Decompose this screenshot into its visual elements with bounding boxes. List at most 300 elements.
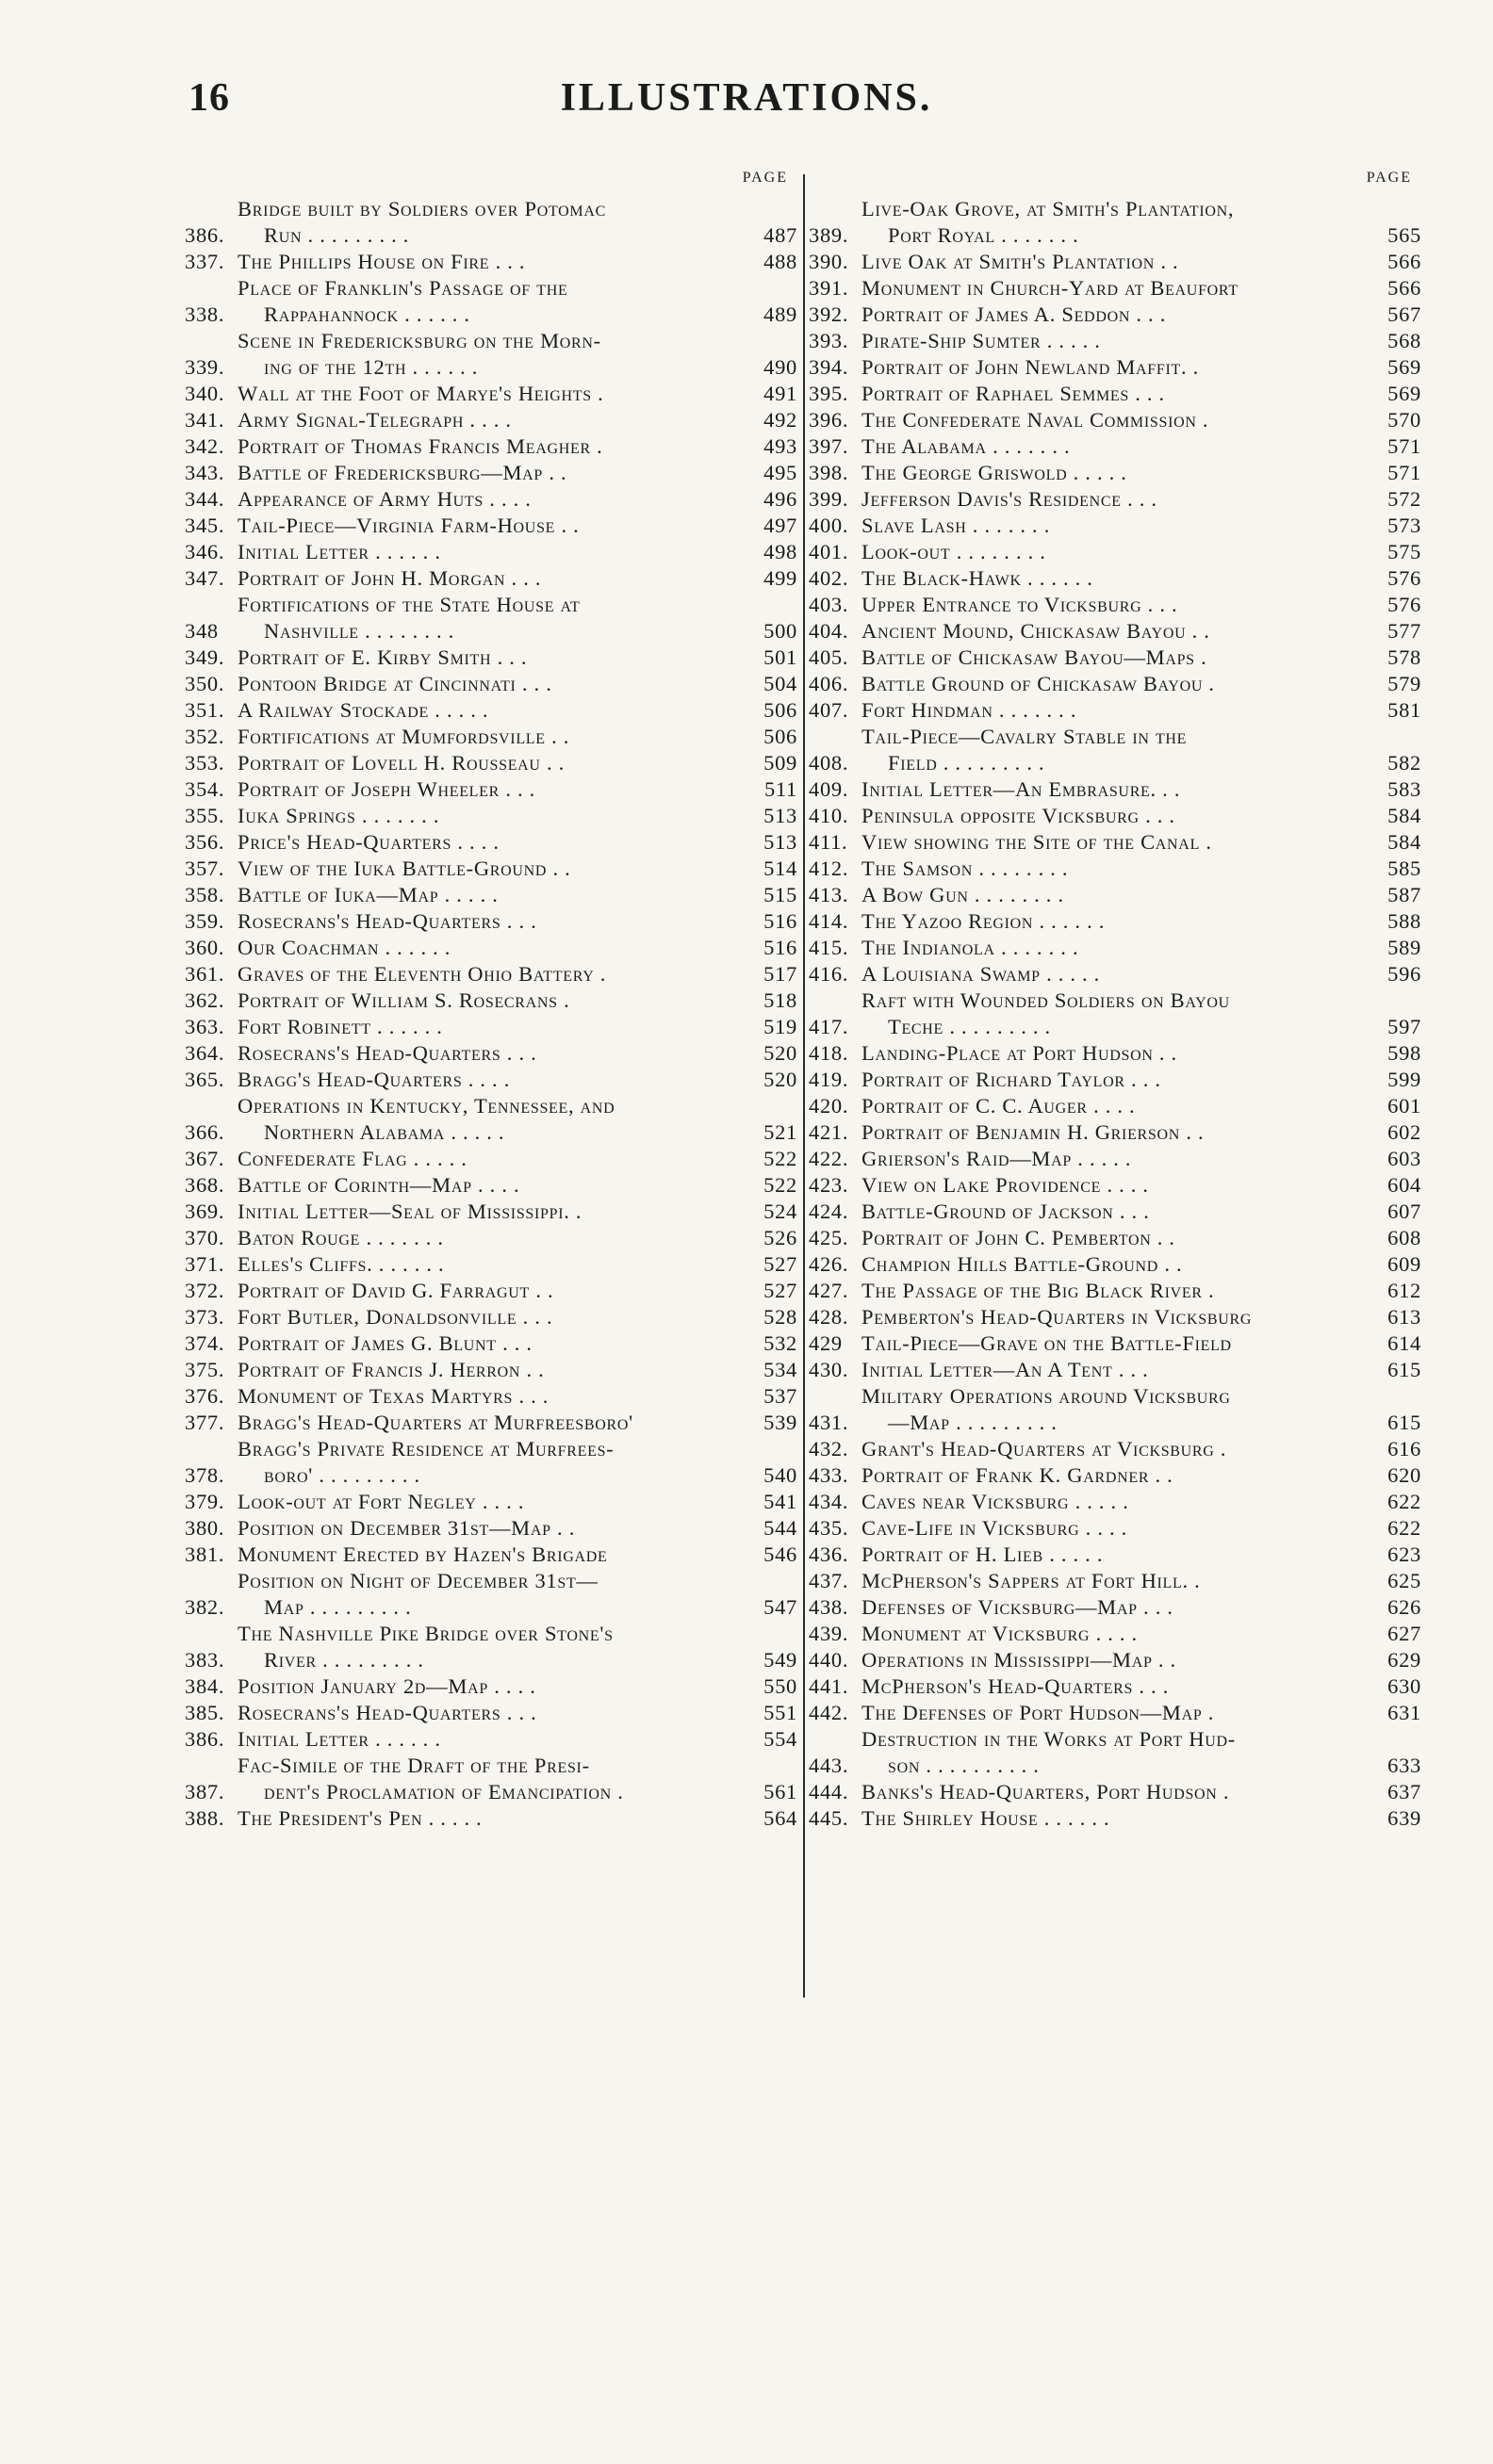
list-item — [185, 1568, 797, 1621]
entry-number: 365. — [185, 1068, 225, 1091]
entry-number: 383. — [185, 1648, 225, 1672]
entry-number: 363. — [185, 1015, 225, 1038]
entry-title-continuation: dent's Proclamation of Emancipation . — [264, 1780, 624, 1803]
entry-page-number: 596 — [1387, 962, 1421, 986]
list-item — [809, 1621, 1421, 1647]
entry-page-number: 528 — [763, 1305, 797, 1329]
entry-page-number: 513 — [763, 804, 797, 827]
entry-page-number: 587 — [1387, 883, 1421, 906]
entry-title-block — [861, 1726, 1365, 1779]
entry-title-block — [861, 328, 1365, 354]
entry-title: Operations in Kentucky, Tennessee, and — [238, 1094, 615, 1118]
entry-title: Fac-Simile of the Draft of the Presi- — [238, 1754, 590, 1777]
entry-title: Cave-Life in Vicksburg . . . . — [861, 1516, 1127, 1540]
entry-title: Battle Ground of Chickasaw Bayou . — [861, 672, 1215, 695]
entry-page-number: 566 — [1387, 250, 1421, 273]
entry-title: Position January 2d—Map . . . . — [238, 1674, 536, 1698]
entry-number: 403. — [809, 593, 849, 616]
list-item — [185, 645, 797, 671]
entry-title: Portrait of Frank K. Gardner . . — [861, 1463, 1173, 1487]
entry-title: Rosecrans's Head-Quarters . . . — [238, 909, 537, 933]
list-item — [809, 1647, 1421, 1673]
entry-title-block — [861, 1568, 1365, 1594]
entry-number: 386. — [185, 223, 225, 247]
entry-page-number: 487 — [763, 223, 797, 247]
list-item — [185, 1067, 797, 1093]
entry-title-block — [238, 433, 741, 460]
list-item — [809, 433, 1421, 460]
entry-page-number: 551 — [763, 1701, 797, 1724]
list-item — [185, 882, 797, 908]
entry-number: 370. — [185, 1226, 225, 1249]
entry-title-block — [861, 1093, 1365, 1119]
entry-title-block — [861, 1805, 1365, 1832]
entry-page-number: 522 — [763, 1147, 797, 1170]
entry-page-number: 620 — [1387, 1463, 1421, 1487]
entry-title: Fort Robinett . . . . . . — [238, 1015, 443, 1038]
list-item — [185, 539, 797, 565]
entry-number: 435. — [809, 1516, 849, 1540]
entry-title: Battle of Fredericksburg—Map . . — [238, 461, 567, 484]
entry-title: Ancient Mound, Chickasaw Bayou . . — [861, 619, 1210, 643]
entry-number: 341. — [185, 408, 225, 432]
entry-title: Initial Letter—An A Tent . . . — [861, 1358, 1149, 1381]
entry-page-number: 489 — [763, 302, 797, 326]
entry-title-continuation: —Map . . . . . . . . . — [888, 1411, 1058, 1434]
entry-page-number: 613 — [1387, 1305, 1421, 1329]
entry-title-block — [238, 961, 741, 987]
entry-title-block — [861, 592, 1365, 618]
entry-title: Monument in Church-Yard at Beaufort — [861, 276, 1239, 300]
entry-title: Monument at Vicksburg . . . . — [861, 1622, 1138, 1645]
entry-title: Our Coachman . . . . . . — [238, 936, 451, 959]
list-item — [809, 935, 1421, 961]
entry-page-number: 569 — [1387, 382, 1421, 405]
entry-number: 348 — [185, 619, 219, 643]
entry-title-block — [238, 1542, 741, 1568]
list-item — [185, 935, 797, 961]
entry-title-block — [238, 856, 741, 882]
entry-title-block — [238, 803, 741, 829]
list-item — [185, 856, 797, 882]
list-item — [185, 776, 797, 803]
entry-page-number: 599 — [1387, 1068, 1421, 1091]
entry-title-block — [238, 1673, 741, 1700]
entry-page-number: 579 — [1387, 672, 1421, 695]
entry-page-number: 540 — [763, 1463, 797, 1487]
entry-title-continuation: Map . . . . . . . . . — [264, 1595, 412, 1619]
entry-title: Operations in Mississippi—Map . . — [861, 1648, 1176, 1672]
entry-title-block — [861, 908, 1365, 935]
list-item — [809, 671, 1421, 697]
entry-title: A Bow Gun . . . . . . . . — [861, 883, 1064, 906]
entry-title: Bragg's Private Residence at Murfrees- — [238, 1437, 615, 1460]
entry-title-block — [861, 697, 1365, 724]
list-item — [809, 1805, 1421, 1832]
entry-page-number: 567 — [1387, 302, 1421, 326]
entry-title: Price's Head-Quarters . . . . — [238, 830, 500, 854]
entry-number: 378. — [185, 1463, 225, 1487]
entry-title-continuation: Northern Alabama . . . . . — [264, 1120, 505, 1144]
list-item — [809, 1436, 1421, 1462]
entry-number: 387. — [185, 1780, 225, 1803]
entry-title-block — [861, 961, 1365, 987]
entry-page-number: 568 — [1387, 329, 1421, 352]
entry-title-block — [861, 1489, 1365, 1515]
entry-number: 353. — [185, 751, 225, 775]
entry-title-block — [861, 645, 1365, 671]
entry-number: 379. — [185, 1490, 225, 1513]
list-item — [809, 803, 1421, 829]
entry-number: 433. — [809, 1463, 849, 1487]
entry-title: Position on December 31st—Map . . — [238, 1516, 576, 1540]
list-item — [185, 196, 797, 249]
entry-title-block — [238, 381, 741, 407]
entry-title-block — [238, 1172, 741, 1199]
entry-title-block — [238, 1700, 741, 1726]
entry-title-block — [238, 776, 741, 803]
entry-title: Portrait of E. Kirby Smith . . . — [238, 645, 528, 669]
entry-page-number: 585 — [1387, 857, 1421, 880]
entry-number: 412. — [809, 857, 849, 880]
entry-page-number: 515 — [763, 883, 797, 906]
entry-title: Bridge built by Soldiers over Potomac — [238, 197, 606, 220]
entry-page-number: 491 — [763, 382, 797, 405]
entry-title-block — [861, 381, 1365, 407]
entry-title: Portrait of H. Lieb . . . . . — [861, 1542, 1104, 1566]
list-item — [809, 961, 1421, 987]
entry-title-block — [861, 724, 1365, 776]
entry-page-number: 615 — [1387, 1358, 1421, 1381]
list-item — [809, 697, 1421, 724]
list-item — [185, 1726, 797, 1753]
entry-number: 411. — [809, 830, 848, 854]
entry-title: Defenses of Vicksburg—Map . . . — [861, 1595, 1173, 1619]
entry-title-block — [238, 1040, 741, 1067]
list-item — [809, 354, 1421, 381]
entry-title: Portrait of Richard Taylor . . . — [861, 1068, 1161, 1091]
entry-number: 430. — [809, 1358, 849, 1381]
list-item — [185, 1383, 797, 1410]
entry-number: 436. — [809, 1542, 849, 1566]
list-item — [809, 1726, 1421, 1779]
entry-page-number: 627 — [1387, 1622, 1421, 1645]
entry-title: Portrait of James G. Blunt . . . — [238, 1331, 533, 1355]
entry-title: Champion Hills Battle-Ground . . — [861, 1252, 1183, 1276]
entry-number: 414. — [809, 909, 849, 933]
entry-title: Bragg's Head-Quarters . . . . — [238, 1068, 511, 1091]
list-item — [185, 1621, 797, 1673]
entry-number: 380. — [185, 1516, 225, 1540]
list-item — [809, 1093, 1421, 1119]
list-item — [185, 565, 797, 592]
entry-number: 432. — [809, 1437, 849, 1460]
entry-page-number: 492 — [763, 408, 797, 432]
entry-page-number: 583 — [1387, 777, 1421, 801]
list-item — [185, 1251, 797, 1278]
entry-title: Initial Letter—An Embrasure. . . — [861, 777, 1181, 801]
entry-title: Portrait of John C. Pemberton . . — [861, 1226, 1175, 1249]
entry-title-block — [238, 1357, 741, 1383]
entry-number: 445. — [809, 1806, 849, 1830]
list-item — [185, 486, 797, 513]
entry-title: Fortifications of the State House at — [238, 593, 581, 616]
entry-number: 350. — [185, 672, 225, 695]
entry-title: Portrait of John H. Morgan . . . — [238, 566, 542, 590]
entry-number: 434. — [809, 1490, 849, 1513]
entry-title-block — [238, 1436, 741, 1489]
entry-page-number: 518 — [763, 988, 797, 1012]
entry-page-number: 537 — [763, 1384, 797, 1408]
entry-title: Tail-Piece—Cavalry Stable in the — [861, 725, 1188, 748]
entry-page-number: 520 — [763, 1041, 797, 1065]
list-item — [185, 1542, 797, 1568]
entry-title: View showing the Site of the Canal . — [861, 830, 1212, 854]
page-column-label: PAGE — [1366, 170, 1412, 186]
entry-title-block — [238, 1489, 741, 1515]
entry-page-number: 516 — [763, 909, 797, 933]
entry-page-number: 569 — [1387, 355, 1421, 379]
entry-page-number: 561 — [763, 1780, 797, 1803]
entry-number: 342. — [185, 434, 225, 458]
entry-title-block — [238, 1515, 741, 1542]
entry-page-number: 513 — [763, 830, 797, 854]
entry-title: Slave Lash . . . . . . . — [861, 514, 1051, 537]
entry-number: 429 — [809, 1331, 843, 1355]
list-item — [809, 1779, 1421, 1805]
entry-title-block — [861, 776, 1365, 803]
entry-title-block — [861, 433, 1365, 460]
entry-title: The Phillips House on Fire . . . — [238, 250, 526, 273]
entry-number: 442. — [809, 1701, 849, 1724]
list-item — [809, 987, 1421, 1040]
entry-title: The Black-Hawk . . . . . . — [861, 566, 1093, 590]
entry-title-block — [861, 1040, 1365, 1067]
list-item — [185, 1199, 797, 1225]
entry-title-block — [238, 935, 741, 961]
list-item — [185, 697, 797, 724]
entry-title-block — [238, 697, 741, 724]
entry-page-number: 629 — [1387, 1648, 1421, 1672]
entry-number: 399. — [809, 487, 849, 511]
entry-page-number: 511 — [763, 777, 797, 801]
entry-page-number: 603 — [1387, 1147, 1421, 1170]
entry-number: 372. — [185, 1279, 225, 1302]
entry-title: Portrait of Thomas Francis Meagher . — [238, 434, 603, 458]
list-item — [185, 671, 797, 697]
list-item — [809, 275, 1421, 302]
entry-title: Baton Rouge . . . . . . . — [238, 1226, 444, 1249]
list-item — [185, 987, 797, 1014]
entry-number: 440. — [809, 1648, 849, 1672]
entry-page-number: 527 — [763, 1279, 797, 1302]
entry-title: Bragg's Head-Quarters at Murfreesboro' — [238, 1411, 633, 1434]
list-item — [809, 1568, 1421, 1594]
entry-title: Battle of Iuka—Map . . . . . — [238, 883, 499, 906]
illustrations-column-right — [809, 170, 1421, 1832]
entry-page-number: 589 — [1387, 936, 1421, 959]
list-item — [185, 1304, 797, 1330]
entry-number: 410. — [809, 804, 849, 827]
entry-title-block — [861, 829, 1365, 856]
entry-title: The President's Pen . . . . . — [238, 1806, 483, 1830]
entry-number: 392. — [809, 302, 849, 326]
entry-number: 395. — [809, 382, 849, 405]
entry-number: 345. — [185, 514, 225, 537]
entry-number: 397. — [809, 434, 849, 458]
entry-title: Banks's Head-Quarters, Port Hudson . — [861, 1780, 1230, 1803]
list-item — [809, 1330, 1421, 1357]
entry-number: 358. — [185, 883, 225, 906]
entry-number: 409. — [809, 777, 849, 801]
entry-title: The Passage of the Big Black River . — [861, 1279, 1215, 1302]
entry-title: Initial Letter . . . . . . — [238, 540, 441, 563]
entry-number: 347. — [185, 566, 225, 590]
entry-title-continuation: Teche . . . . . . . . . — [888, 1015, 1051, 1038]
entry-page-number: 495 — [763, 461, 797, 484]
entry-page-number: 633 — [1387, 1754, 1421, 1777]
entry-page-number: 520 — [763, 1068, 797, 1091]
entry-page-number: 532 — [763, 1331, 797, 1355]
entry-title: Landing-Place at Port Hudson . . — [861, 1041, 1177, 1065]
list-item — [185, 1093, 797, 1146]
list-item — [809, 196, 1421, 249]
entry-title-block — [238, 1330, 741, 1357]
entry-number: 371. — [185, 1252, 225, 1276]
entry-title: Fort Butler, Donaldsonville . . . — [238, 1305, 553, 1329]
entry-page-number: 517 — [763, 962, 797, 986]
entry-title: The George Griswold . . . . . — [861, 461, 1127, 484]
entry-title: The Defenses of Port Hudson—Map . — [861, 1701, 1215, 1724]
entry-title-block — [861, 1673, 1365, 1700]
entry-number: 359. — [185, 909, 225, 933]
entry-title: Confederate Flag . . . . . — [238, 1147, 468, 1170]
entry-page-number: 626 — [1387, 1595, 1421, 1619]
entry-number: 408. — [809, 751, 849, 775]
entry-number: 390. — [809, 250, 849, 273]
entry-title: Live-Oak Grove, at Smith's Plantation, — [861, 197, 1235, 220]
entry-page-number: 607 — [1387, 1199, 1421, 1223]
entry-title-block — [238, 539, 741, 565]
list-item — [809, 1673, 1421, 1700]
entry-page-number: 575 — [1387, 540, 1421, 563]
entry-page-number: 509 — [763, 751, 797, 775]
entry-page-number: 493 — [763, 434, 797, 458]
entry-title: The Yazoo Region . . . . . . — [861, 909, 1106, 933]
entry-number: 406. — [809, 672, 849, 695]
entry-page-number: 612 — [1387, 1279, 1421, 1302]
list-item — [809, 1357, 1421, 1383]
list-item — [809, 407, 1421, 433]
list-item — [185, 513, 797, 539]
entry-number: 400. — [809, 514, 849, 537]
list-item — [809, 856, 1421, 882]
entry-page-number: 623 — [1387, 1542, 1421, 1566]
entry-title-block — [238, 750, 741, 776]
entry-title: Place of Franklin's Passage of the — [238, 276, 568, 300]
list-item — [809, 618, 1421, 645]
list-item — [809, 1199, 1421, 1225]
entry-number: 441. — [809, 1674, 849, 1698]
entry-number: 374. — [185, 1331, 225, 1355]
list-item — [809, 1146, 1421, 1172]
entry-number: 344. — [185, 487, 225, 511]
list-item — [809, 539, 1421, 565]
entry-title-continuation: Port Royal . . . . . . . — [888, 223, 1079, 247]
entry-title-block — [861, 882, 1365, 908]
entry-title-continuation: boro' . . . . . . . . . — [264, 1463, 420, 1487]
entry-title: Look-out at Fort Negley . . . . — [238, 1490, 525, 1513]
entry-title: Initial Letter—Seal of Mississippi. . — [238, 1199, 582, 1223]
entry-title: Rosecrans's Head-Quarters . . . — [238, 1701, 537, 1724]
entry-page-number: 571 — [1387, 461, 1421, 484]
entry-title-block — [238, 1014, 741, 1040]
entry-title: McPherson's Sappers at Fort Hill. . — [861, 1569, 1201, 1592]
entry-number: 385. — [185, 1701, 225, 1724]
entry-title: Portrait of C. C. Auger . . . . — [861, 1094, 1136, 1118]
list-item — [809, 908, 1421, 935]
entry-number: 405. — [809, 645, 849, 669]
entry-number: 396. — [809, 408, 849, 432]
entry-page-number: 506 — [763, 725, 797, 748]
entry-number: 393. — [809, 329, 849, 352]
entry-title-block — [861, 856, 1365, 882]
entry-page-number: 498 — [763, 540, 797, 563]
entry-title-block — [861, 1621, 1365, 1647]
entry-title: Pontoon Bridge at Cincinnati . . . — [238, 672, 552, 695]
entry-title-block — [238, 1067, 741, 1093]
entry-number: 391. — [809, 276, 849, 300]
entry-title: The Shirley House . . . . . . — [861, 1806, 1110, 1830]
entry-title: Portrait of William S. Rosecrans . — [238, 988, 570, 1012]
entry-page-number: 496 — [763, 487, 797, 511]
entry-title: Graves of the Eleventh Ohio Battery . — [238, 962, 607, 986]
entry-page-number: 622 — [1387, 1490, 1421, 1513]
entry-title: Destruction in the Works at Port Hud- — [861, 1727, 1236, 1751]
list-item — [185, 1225, 797, 1251]
entry-number: 422. — [809, 1147, 849, 1170]
entry-page-number: 604 — [1387, 1173, 1421, 1197]
entry-page-number: 549 — [763, 1648, 797, 1672]
entry-title: Battle of Chickasaw Bayou—Maps . — [861, 645, 1207, 669]
entry-number: 339. — [185, 355, 225, 379]
entry-title-block — [861, 249, 1365, 275]
entry-title-block — [861, 407, 1365, 433]
entry-number: 439. — [809, 1622, 849, 1645]
entry-page-number: 488 — [763, 250, 797, 273]
list-item — [185, 460, 797, 486]
entry-title: The Samson . . . . . . . . — [861, 857, 1069, 880]
entry-page-number: 516 — [763, 936, 797, 959]
entry-title-continuation: River . . . . . . . . . — [264, 1648, 424, 1672]
list-item — [185, 1700, 797, 1726]
list-item — [185, 829, 797, 856]
list-item — [809, 592, 1421, 618]
entry-number: 389. — [809, 223, 849, 247]
entry-number: 369. — [185, 1199, 225, 1223]
entry-title-block — [238, 486, 741, 513]
entry-title-block — [861, 1278, 1365, 1304]
entry-title: Look-out . . . . . . . . — [861, 540, 1046, 563]
list-item — [809, 1278, 1421, 1304]
entry-title-block — [861, 354, 1365, 381]
entry-number: 415. — [809, 936, 849, 959]
entry-title: Initial Letter . . . . . . — [238, 1727, 441, 1751]
entry-title-block — [238, 592, 741, 645]
entry-title-block — [238, 1726, 741, 1753]
list-item — [809, 328, 1421, 354]
entry-page-number: 500 — [763, 619, 797, 643]
